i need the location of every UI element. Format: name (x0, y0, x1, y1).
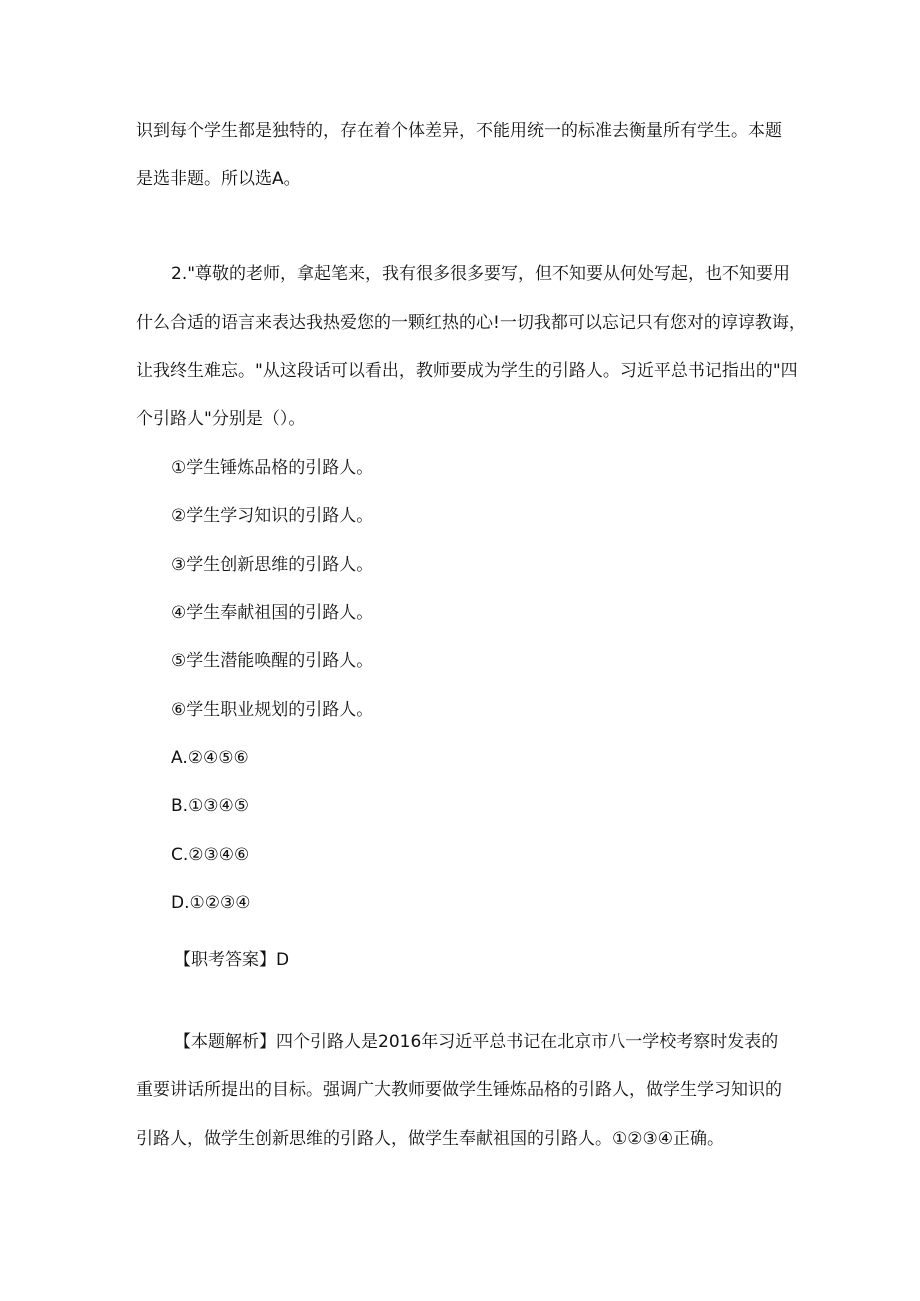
analysis-line-3: 引路人，做学生创新思维的引路人，做学生奉献祖国的引路人。①②③④正确。 (136, 1129, 724, 1149)
statement-2: ②学生学习知识的引路人。 (171, 506, 374, 526)
intro-line-2: 是选非题。所以选A。 (136, 169, 301, 189)
answer-label: 【职考答案】D (174, 950, 290, 970)
intro-line-1: 识到每个学生都是独特的，存在着个体差异，不能用统一的标准去衡量所有学生。本题 (136, 121, 782, 141)
option-c: C.②③④⑥ (171, 845, 250, 865)
analysis-line-1: 【本题解析】四个引路人是2016年习近平总书记在北京市八一学校考察时发表的 (174, 1032, 779, 1052)
question-line-2: 什么合适的语言来表达我热爱您的一颗红热的心!一切我都可以忘记只有您对的谆谆教诲， (136, 313, 806, 333)
question-line-3: 让我终生难忘。"从这段话可以看出，教师要成为学生的引路人。习近平总书记指出的"四 (136, 361, 798, 381)
statement-5: ⑤学生潜能唤醒的引路人。 (171, 651, 374, 671)
statement-6: ⑥学生职业规划的引路人。 (171, 700, 374, 720)
statement-4: ④学生奉献祖国的引路人。 (171, 603, 374, 623)
analysis-line-2: 重要讲话所提出的目标。强调广大教师要做学生锤炼品格的引路人，做学生学习知识的 (136, 1080, 782, 1100)
question-line-4: 个引路人"分别是（）。 (136, 409, 306, 429)
statement-3: ③学生创新思维的引路人。 (171, 555, 374, 575)
statement-1: ①学生锤炼品格的引路人。 (171, 458, 374, 478)
option-d: D.①②③④ (171, 893, 251, 913)
question-line-1: 2."尊敬的老师，拿起笔来，我有很多很多要写，但不知要从何处写起，也不知要用 (171, 264, 791, 284)
option-b: B.①③④⑤ (171, 796, 250, 816)
option-a: A.②④⑤⑥ (171, 748, 249, 768)
